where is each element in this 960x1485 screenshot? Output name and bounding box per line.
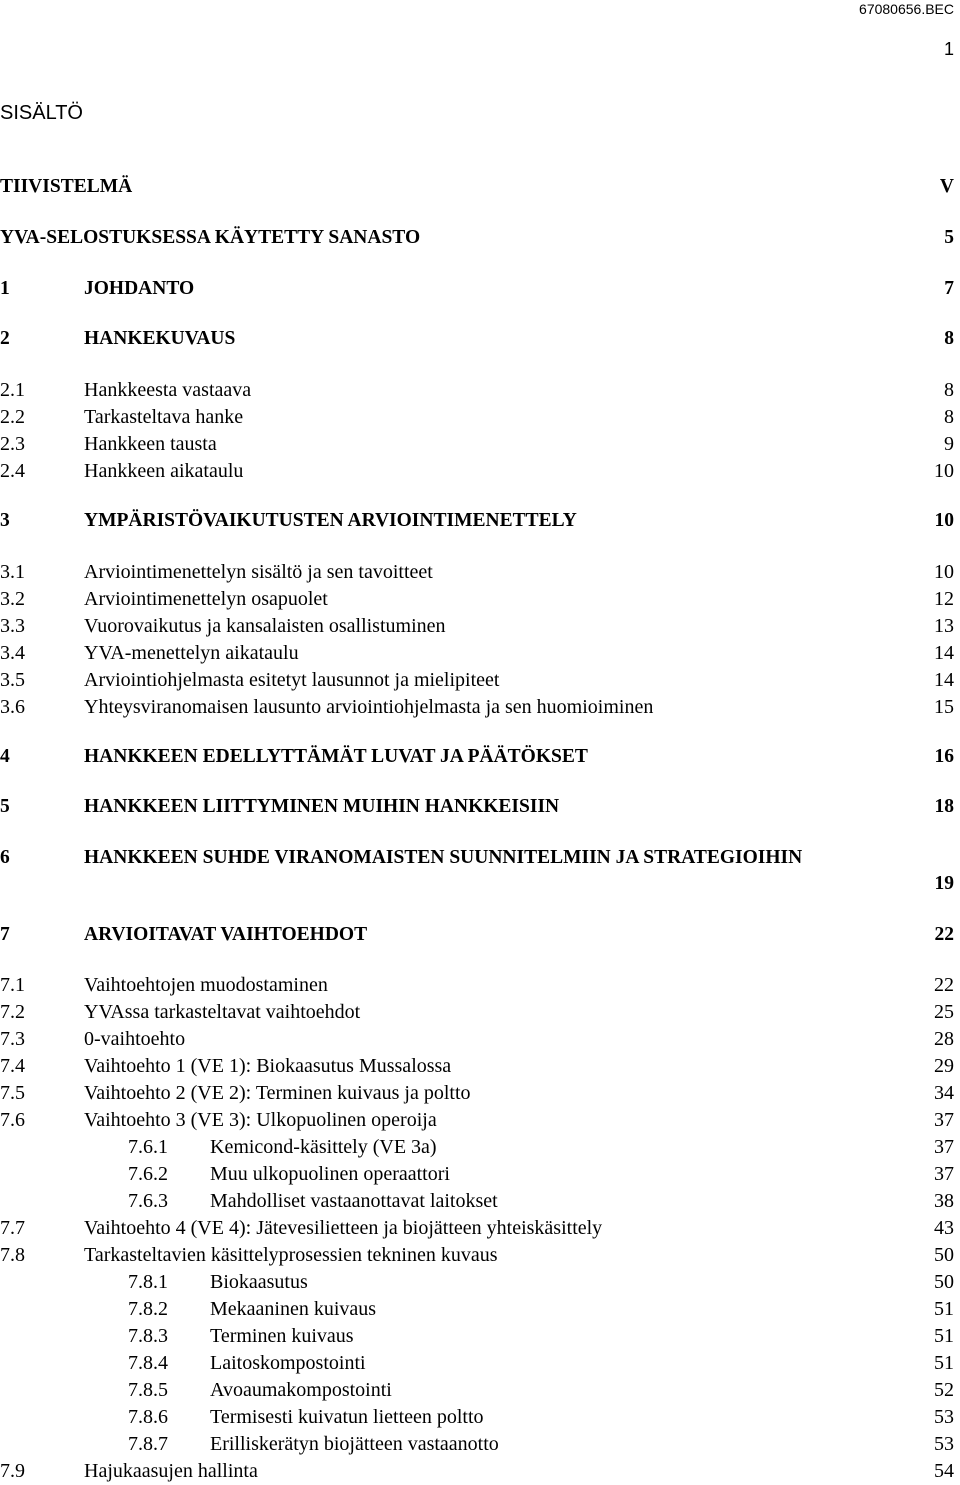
toc-entry-number: 7.8.4 [128,1352,168,1374]
toc-entry-page: 51 [934,1325,954,1347]
toc-entry[interactable] [0,1296,958,1322]
toc-entry-page: 29 [934,1055,954,1077]
toc-entry-number: 3.3 [0,615,25,637]
toc-entry-title: Hajukaasujen hallinta [84,1460,258,1482]
toc-entry[interactable] [0,694,958,720]
toc-entry-title: Tarkasteltavien käsittelyprosessien tekninen kuvaus [84,1244,498,1266]
toc-entry-number: 7.8.5 [128,1379,168,1401]
toc-entry[interactable] [0,508,958,534]
toc-entry[interactable] [0,1404,958,1430]
toc-entry-number: 7.8.7 [128,1433,168,1455]
toc-entry[interactable] [0,174,958,200]
toc-entry-title: Vaihtoehto 4 (VE 4): Jätevesilietteen ja biojätteen yhteiskäsittely [84,1217,603,1239]
toc-entry-number: 7.9 [0,1460,25,1482]
toc-entry-title: Laitoskompostointi [210,1352,366,1374]
toc-entry[interactable] [0,640,958,666]
toc-entry-page: 51 [934,1352,954,1374]
toc-entry-title: Biokaasutus [210,1271,308,1293]
toc-entry-number: 3.1 [0,561,25,583]
toc-entry-title: Terminen kuivaus [210,1325,354,1347]
toc-entry-page: 5 [944,227,954,248]
toc-entry-number: 5 [0,796,10,817]
toc-entry[interactable] [0,794,958,820]
toc-entry-number: 2.3 [0,433,25,455]
toc-entry-title: YVAssa tarkasteltavat vaihtoehdot [84,1001,361,1023]
toc-entry-number: 3.2 [0,588,25,610]
toc-entry-number: 2.1 [0,379,25,401]
toc-entry-page: 37 [934,1109,954,1131]
toc-entry-page: 15 [934,696,954,718]
toc-entry-number: 7.1 [0,974,25,996]
toc-entry[interactable] [0,1161,958,1187]
toc-entry-number: 7.8 [0,1244,25,1266]
toc-entry-title: Arviointimenettelyn osapuolet [84,588,328,610]
document-code: 67080656.BEC [859,1,954,17]
toc-entry[interactable] [0,1242,958,1268]
toc-entry-number: 6 [0,847,10,868]
toc-entry-page: 8 [944,379,954,401]
toc-entry-title: Hankkeen aikataulu [84,460,244,482]
toc-entry[interactable] [0,586,958,612]
toc-entry-title: HANKEKUVAUS [84,328,236,349]
toc-entry-title: Muu ulkopuolinen operaattori [210,1163,450,1185]
toc-entry-page: 43 [934,1217,954,1239]
toc-entry-title: Vaihtoehto 3 (VE 3): Ulkopuolinen operoija [84,1109,437,1131]
toc-entry-page: 53 [934,1406,954,1428]
toc-entry-number: 7.7 [0,1217,25,1239]
toc-entry-title: 0-vaihtoehto [84,1028,186,1050]
toc-entry-title: Vaihtoehto 1 (VE 1): Biokaasutus Mussalossa [84,1055,452,1077]
toc-entry-number: 3 [0,510,10,531]
toc-entry-page: 50 [934,1244,954,1266]
toc-entry[interactable] [0,1053,958,1079]
toc-entry[interactable] [0,1377,958,1403]
toc-entry-number: 7.2 [0,1001,25,1023]
toc-entry[interactable] [0,559,958,585]
toc-entry[interactable] [0,1458,958,1484]
toc-entry-title: TIIVISTELMÄ [0,176,133,197]
toc-entry[interactable] [0,377,958,403]
toc-entry-page: 8 [944,328,954,349]
toc-entry-number: 3.6 [0,696,25,718]
toc-entry-title: Avoaumakompostointi [210,1379,392,1401]
toc-entry-title: Yhteysviranomaisen lausunto arviointiohjelmasta ja sen huomioiminen [84,696,654,718]
toc-entry-title: HANKKEEN LIITTYMINEN MUIHIN HANKKEISIIN [84,796,560,817]
toc-entry-title: Arviointimenettelyn sisältö ja sen tavoitteet [84,561,433,583]
toc-entry-title: Hankkeen tausta [84,433,217,455]
toc-entry[interactable] [0,1188,958,1214]
toc-entry-number: 7.8.3 [128,1325,168,1347]
toc-entry-number: 7.8.6 [128,1406,168,1428]
toc-entry[interactable] [0,1080,958,1106]
toc-entry[interactable] [0,845,958,897]
toc-entry[interactable] [0,922,958,948]
toc-entry-number: 7.8.1 [128,1271,168,1293]
toc-entry-number: 7.5 [0,1082,25,1104]
toc-entry-page: 10 [934,510,954,531]
toc-entry-number: 2.4 [0,460,25,482]
toc-entry-number: 7.3 [0,1028,25,1050]
toc-entry-page: 13 [934,615,954,637]
toc-entry-page: 10 [934,561,954,583]
toc-entry-title: Tarkasteltava hanke [84,406,244,428]
toc-entry-page: 8 [944,406,954,428]
toc-entry[interactable] [0,458,958,484]
toc-entry-title: Termisesti kuivatun lietteen poltto [210,1406,484,1428]
toc-entry[interactable] [0,999,958,1025]
toc-entry-number: 2.2 [0,406,25,428]
toc-entry-page: 51 [934,1298,954,1320]
toc-entry-title: Mahdolliset vastaanottavat laitokset [210,1190,498,1212]
toc-entry-page: 34 [934,1082,954,1104]
toc-entry-page: 18 [934,796,954,817]
toc-entry-number: 7.6.2 [128,1163,168,1185]
toc-entry-number: 7.6 [0,1109,25,1131]
toc-entry[interactable] [0,1350,958,1376]
toc-entry-page: 10 [934,460,954,482]
toc-entry-page: 37 [934,1163,954,1185]
toc-entry[interactable] [0,667,958,693]
toc-entry[interactable] [0,744,958,770]
toc-entry-number: 3.4 [0,642,25,664]
toc-entry[interactable] [0,972,958,998]
toc-entry[interactable] [0,1026,958,1052]
toc-entry[interactable] [0,225,958,251]
toc-entry-number: 4 [0,746,10,767]
toc-entry-title: Hankkeesta vastaava [84,379,252,401]
toc-entry-title: Vuorovaikutus ja kansalaisten osallistuminen [84,615,446,637]
toc-entry[interactable] [0,613,958,639]
toc-entry-number: 7.6.1 [128,1136,168,1158]
toc-entry-number: 7.6.3 [128,1190,168,1212]
toc-entry-number: 1 [0,278,10,299]
toc-entry-number: 2 [0,328,10,349]
toc-entry-page: 28 [934,1028,954,1050]
toc-entry-title: Mekaaninen kuivaus [210,1298,377,1320]
toc-entry[interactable] [0,1431,958,1457]
toc-entry-page: 54 [934,1460,954,1482]
toc-entry-number: 7.8.2 [128,1298,168,1320]
toc-entry-title: YVA-menettelyn aikataulu [84,642,299,664]
toc-entry-page: 9 [944,433,954,455]
toc-entry-number: 3.5 [0,669,25,691]
toc-entry-page: 37 [934,1136,954,1158]
toc-entry-title: Arviointiohjelmasta esitetyt lausunnot ja mielipiteet [84,669,500,691]
toc-entry-title: HANKKEEN EDELLYTTÄMÄT LUVAT JA PÄÄTÖKSET [84,746,588,767]
toc-entry[interactable] [0,1269,958,1295]
toc-entry[interactable] [0,1134,958,1160]
toc-entry-page: 12 [934,588,954,610]
toc-entry-page: 22 [934,974,954,996]
toc-entry-title: HANKKEEN SUHDE VIRANOMAISTEN SUUNNITELMIIN JA STRATEGIOIHIN [84,847,803,868]
toc-entry-page: 16 [934,746,954,767]
toc-entry-page: 50 [934,1271,954,1293]
toc-entry-title: YVA-SELOSTUKSESSA KÄYTETTY SANASTO [0,227,421,248]
toc-entry-number: 7.4 [0,1055,25,1077]
toc-entry[interactable] [0,431,958,457]
toc-entry[interactable] [0,1323,958,1349]
toc-entry-page: 25 [934,1001,954,1023]
toc-entry[interactable] [0,276,958,302]
toc-entry-title: ARVIOITAVAT VAIHTOEHDOT [84,924,368,945]
toc-entry-title: Erilliskerätyn biojätteen vastaanotto [210,1433,499,1455]
page-number: 1 [943,39,954,59]
toc-entry-page: V [939,176,954,197]
toc-entry[interactable] [0,326,958,352]
toc-entry-page: 22 [934,924,954,945]
toc-entry-page: 14 [934,642,954,664]
toc-entry-page: 19 [934,873,954,894]
toc-entry-title: YMPÄRISTÖVAIKUTUSTEN ARVIOINTIMENETTELY [84,510,577,531]
toc-entry-page: 52 [934,1379,954,1401]
toc-entry-page: 14 [934,669,954,691]
toc-entry[interactable] [0,404,958,430]
toc-entry-page: 38 [934,1190,954,1212]
toc-entry-page: 7 [944,278,954,299]
toc-entry-title: Vaihtoehto 2 (VE 2): Terminen kuivaus ja poltto [84,1082,471,1104]
toc-heading: SISÄLTÖ [0,102,83,124]
toc-entry-title: Kemicond-käsittely (VE 3a) [210,1136,437,1158]
toc-entry-page: 53 [934,1433,954,1455]
toc-entry-title: JOHDANTO [84,278,195,299]
toc-entry[interactable] [0,1107,958,1133]
toc-entry[interactable] [0,1215,958,1241]
toc-entry-number: 7 [0,924,10,945]
toc-entry-title: Vaihtoehtojen muodostaminen [84,974,328,996]
